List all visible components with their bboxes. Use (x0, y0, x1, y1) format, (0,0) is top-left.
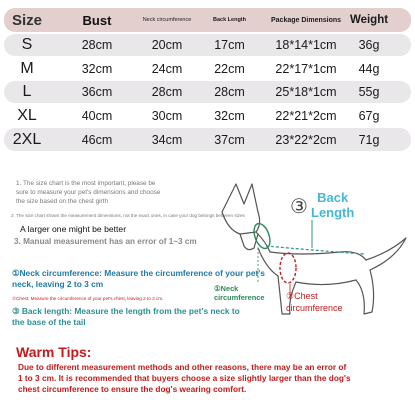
tips-line3: chest circumference to ensure the dog's wearing comfort. (18, 384, 247, 394)
back-length-label (311, 190, 354, 220)
header-size: Size (11, 11, 42, 29)
header-bust: Bust (82, 12, 112, 28)
header-weight: Weight (349, 14, 389, 26)
chest-label (286, 290, 343, 314)
cell-size: 2XL (12, 130, 42, 148)
cell-package: 22*21*2cm (275, 108, 337, 123)
cell-package: 22*17*1cm (275, 61, 337, 76)
cell-back: 32cm (214, 108, 245, 123)
note1-line1: 1. The size chart is the most important, please be (16, 180, 156, 187)
cell-bust: 36cm (81, 85, 113, 100)
tips-line1: Due to different measurement methods and other reasons, there may be an error of (18, 362, 347, 372)
cell-size: XL (17, 106, 37, 124)
neck-label (214, 284, 265, 302)
note1-line3: the size based on the chest girth (16, 198, 109, 205)
neck-line1: ①Neck circumference: Measure the circumference of your pet's (12, 268, 265, 278)
back-line2: the base of the tail (12, 317, 86, 327)
neck-label-1: ①Neck (214, 284, 239, 293)
cell-back: 17cm (214, 37, 245, 52)
cell-weight: 44g (358, 61, 380, 76)
warm-tips-body (18, 362, 351, 395)
back-label-2: Length (311, 205, 355, 220)
neck-label-2: circumference (214, 293, 265, 302)
chest-instruction: ②Chest: Measure the circumference of your pet's chest, leaving 2 to 3 cm. (12, 296, 164, 301)
cell-weight: 36g (358, 37, 380, 52)
header-neck: Neck circumference (142, 17, 192, 23)
chest-label-1: ②Chest (286, 291, 318, 301)
cell-bust: 40cm (81, 108, 113, 123)
cell-size: L (22, 83, 32, 101)
table-row (4, 57, 411, 80)
cell-package: 18*14*1cm (275, 37, 337, 52)
cell-neck: 20cm (151, 37, 183, 52)
table-row (4, 105, 411, 128)
cell-package: 23*22*2cm (275, 132, 337, 147)
cell-back: 28cm (214, 85, 245, 100)
table-row (4, 128, 411, 151)
size-chart-table (4, 8, 411, 152)
cell-neck: 34cm (151, 132, 183, 147)
cell-neck: 30cm (151, 108, 183, 123)
cell-back: 37cm (214, 132, 245, 147)
cell-package: 25*18*1cm (275, 85, 337, 100)
header-back-length: Back Length (212, 17, 246, 23)
cell-weight: 71g (358, 132, 380, 147)
chest-ring (280, 253, 296, 283)
cell-neck: 28cm (151, 85, 183, 100)
header-package: Package Dimensions (270, 16, 342, 24)
cell-bust: 28cm (81, 37, 113, 52)
cell-weight: 67g (358, 108, 380, 123)
cell-neck: 24cm (151, 61, 183, 76)
back-line1: ③ Back length: Measure the length from the pet's neck to (12, 306, 240, 316)
tips-line2: 1 to 3 cm. It is recommended that buyers choose a size slightly larger than the dog's (18, 373, 351, 383)
chest-label-2: circumference (286, 303, 343, 313)
size-note-1 (16, 179, 216, 206)
cell-weight: 55g (358, 85, 380, 100)
warm-tips-title: Warm Tips: (16, 344, 92, 360)
cell-size: M (20, 59, 34, 77)
cell-back: 22cm (214, 61, 245, 76)
table-row (4, 34, 411, 57)
size-note-3: 3. Manual measurement has an error of 1~3 cm (14, 237, 197, 246)
cell-bust: 46cm (81, 132, 113, 147)
cell-bust: 32cm (81, 61, 113, 76)
size-note-2: 2. The size chart shows the measurement dimensions, not the exact ones, in case your dog belongs between sizes (11, 213, 245, 218)
back-number-circle: ③ (290, 196, 308, 218)
table-row (4, 81, 411, 104)
note1-line2: sure to measure your pet's dimensions and choose (16, 189, 161, 196)
back-label-1: Back (317, 190, 349, 205)
table-header-row (4, 8, 411, 32)
larger-hint: A larger one might be better (20, 224, 127, 234)
neck-line2: neck, leaving 2 to 3 cm (12, 279, 104, 289)
cell-size: S (21, 35, 33, 53)
